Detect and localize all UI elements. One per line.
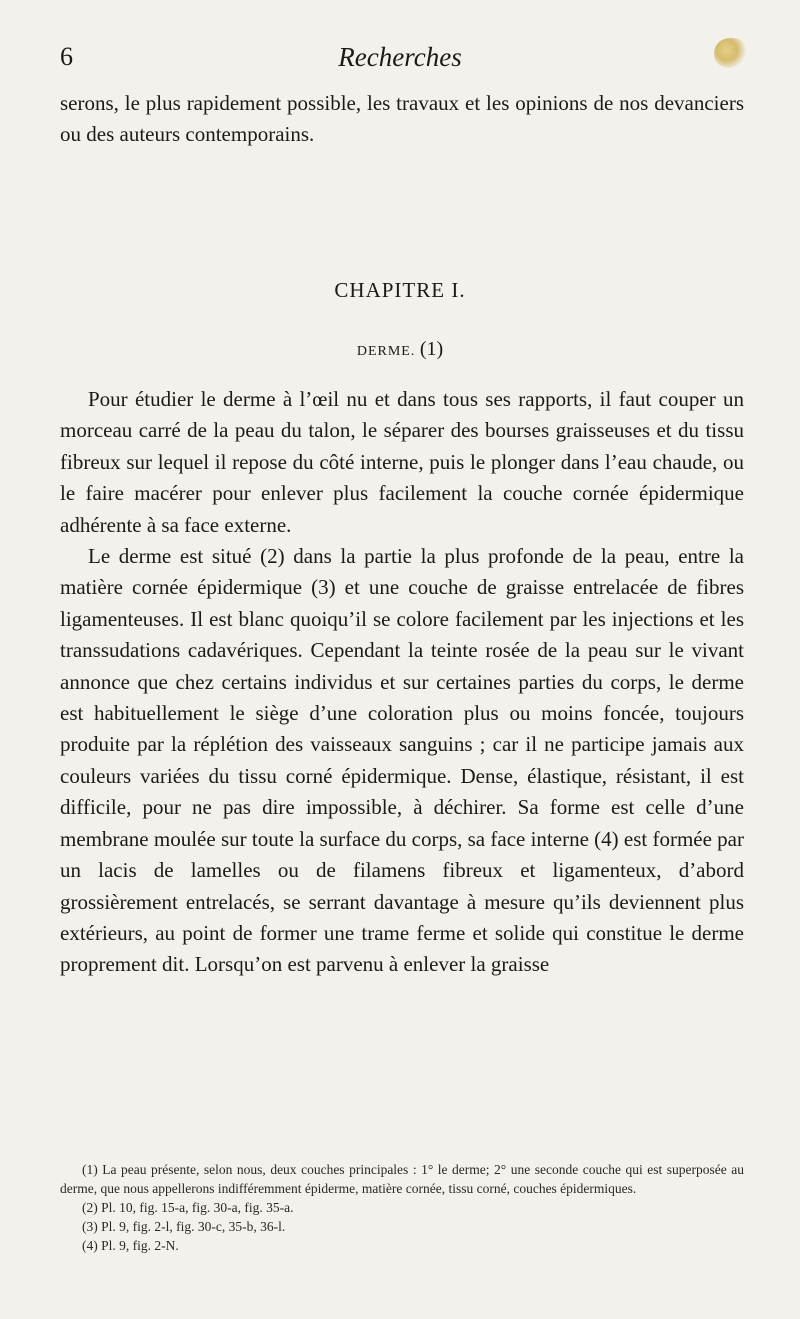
page-number: 6 (60, 42, 73, 71)
section-footnote-marker: (1) (419, 338, 444, 360)
footnote-2: (2) Pl. 10, fig. 15-a, fig. 30-a, fig. 35-a. (82, 1200, 294, 1215)
page-header (48, 42, 752, 78)
paragraph-2: Le derme est situé (2) dans la partie la plus profonde de la peau, entre la matière cornée épidermique (3) et une couche de graisse entrelacée de fibres ligamenteuses. Il est blanc quoiqu’il se colore facilement par les injections et les transsudations cadavériques. Cependant la teinte rosée de la peau sur le vivant annonce que chez certains individus et sur certaines parties du corps, le derme est habituellement le siège d’une coloration plus ou moins foncée, toujours produite par la réplétion des vaisseaux sanguins ; car il ne participe jamais aux couleurs variées du tissu corné épidermique. Dense, élastique, résistant, il est difficile, pour ne pas dire impossible, à déchirer. Sa forme est celle d’une membrane moulée sur toute la surface du corps, sa face interne (4) est formée par un lacis de lamelles ou de filamens fibreux et ligamenteux, d’abord grossièrement entrelacés, se serrant davantage à mesure qu’ils deviennent plus extérieurs, au point de former une trame ferme et solide qui constitue le derme proprement dit. Lorsqu’on est parvenu à enlever la graisse (60, 544, 744, 977)
chapter-title: CHAPITRE I. (334, 278, 466, 302)
intro-text-block (60, 88, 744, 151)
intro-paragraph: serons, le plus rapidement possible, les travaux et les opinions de nos devanciers ou des auteurs contemporains. (60, 91, 744, 147)
section-title-label: DERME. (356, 344, 416, 359)
footnote-4: (4) Pl. 9, fig. 2-N. (82, 1238, 179, 1253)
body-text (60, 384, 744, 981)
running-title: Recherches (338, 42, 462, 72)
footnotes (60, 1160, 744, 1255)
footnote-1: (1) La peau présente, selon nous, deux couches principales : 1° le derme; 2° une seconde couche qui est superposée au derme, que nous appellerons indifféremment épiderme, matière cornée, tissu corné, couches épidermiques. (60, 1162, 744, 1196)
paragraph-1: Pour étudier le derme à l’œil nu et dans tous ses rapports, il faut couper un morceau carré de la peau du talon, le séparer des bourses graisseuses et du tissu fibreux sur lequel il repose du côté interne, puis le plonger dans l’eau chaude, ou le faire macérer pour enlever plus facilement la couche cornée épidermique adhérente à sa face externe. (60, 387, 744, 537)
footnote-3: (3) Pl. 9, fig. 2-l, fig. 30-c, 35-b, 36-l. (82, 1219, 286, 1234)
section-title (0, 338, 800, 361)
